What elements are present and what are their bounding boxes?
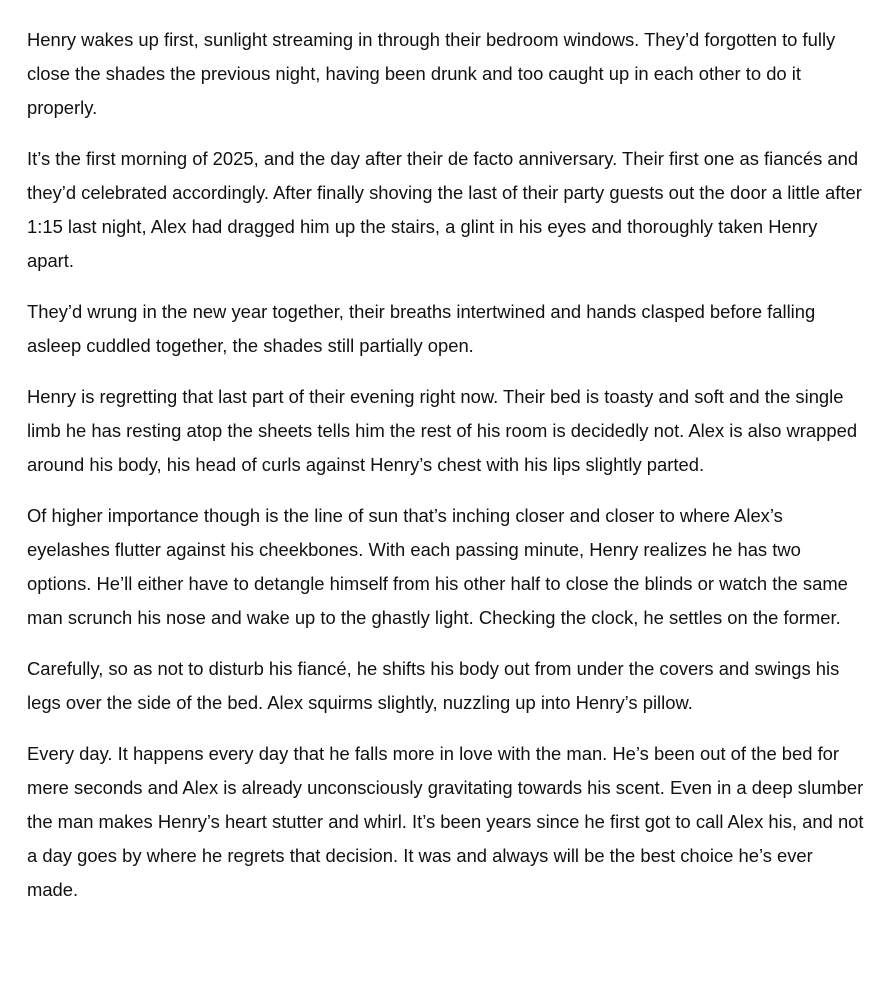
- paragraph-4: Henry is regretting that last part of their evening right now. Their bed is toasty and soft and the single limb he has resting atop the sheets tells him the rest of his room is decidedly not. Alex is also wrapped around his body, his head of curls against Henry’s chest with his lips slightly parted.: [27, 386, 858, 475]
- paragraph-2: It’s the first morning of 2025, and the day after their de facto anniversary. Their first one as fiancés and they’d celebrated accordingly. After finally shoving the last of their party guests out the door a little after 1:15 last night, Alex had dragged him up the stairs, a glint in his eyes and thoroughly taken Henry apart.: [27, 148, 862, 271]
- paragraph-6: Carefully, so as not to disturb his fiancé, he shifts his body out from under the covers and swings his legs over the side of the bed. Alex squirms slightly, nuzzling up into Henry’s pillow.: [27, 658, 840, 713]
- paragraph-1: Henry wakes up first, sunlight streaming in through their bedroom windows. They’d forgotten to fully close the shades the previous night, having been drunk and too caught up in each other to do it properly.: [27, 29, 836, 118]
- paragraph-3: They’d wrung in the new year together, their breaths intertwined and hands clasped before falling asleep cuddled together, the shades still partially open.: [27, 301, 816, 356]
- paragraph-7: Every day. It happens every day that he falls more in love with the man. He’s been out of the bed for mere seconds and Alex is already unconsciously gravitating towards his scent. Even in a deep slumber the man makes Henry’s heart stutter and whirl. It’s been years since he first got to call Alex his, and not a day goes by where he regrets that decision. It was and always will be the best choice he’s ever made.: [27, 743, 864, 900]
- paragraph-5: Of higher importance though is the line of sun that’s inching closer and closer to where Alex’s eyelashes flutter against his cheekbones. With each passing minute, Henry realizes he has two options. He’ll either have to detangle himself from his other half to close the blinds or watch the same man scrunch his nose and wake up to the ghastly light. Checking the clock, he settles on the former.: [27, 505, 848, 628]
